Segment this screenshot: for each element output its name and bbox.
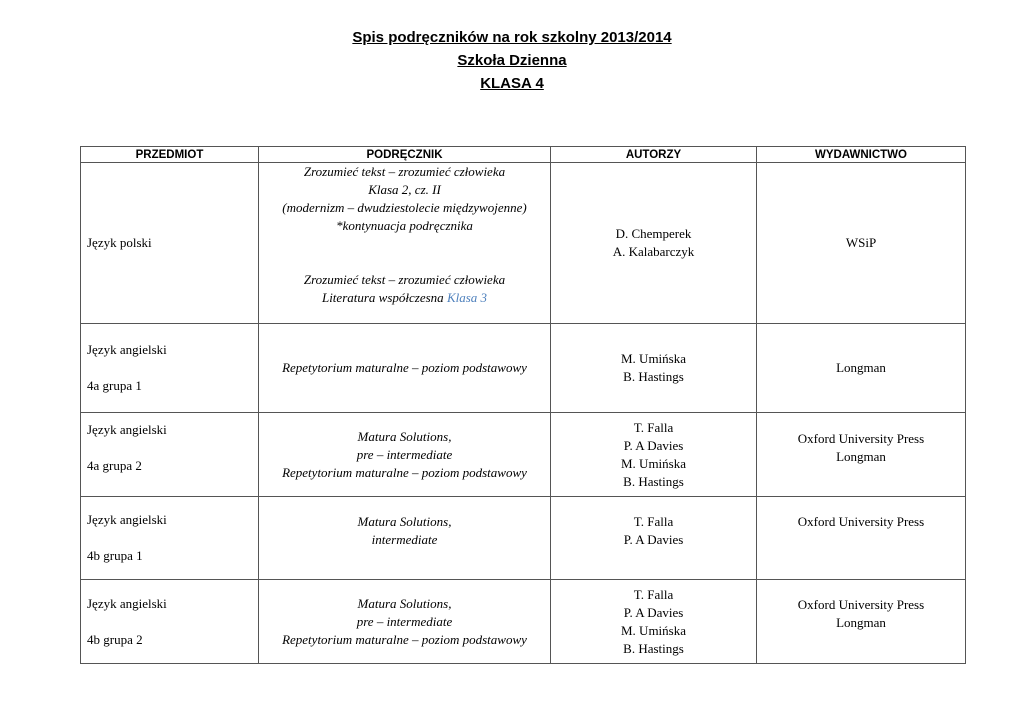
- subject-text: Język angielski: [87, 422, 167, 437]
- publisher-cell: [757, 580, 966, 664]
- textbook-line: *kontynuacja podręcznika: [336, 218, 473, 233]
- authors-cell: [551, 324, 757, 413]
- spacer: [87, 359, 252, 377]
- subject-text: Język angielski: [87, 595, 167, 611]
- author-name: M. Umińska: [621, 622, 686, 638]
- subject-cell: [81, 580, 259, 664]
- publisher-name: Oxford University Press: [797, 597, 925, 612]
- authors-cell: [551, 497, 757, 580]
- publisher-name: WSiP: [845, 235, 877, 250]
- table-row: [81, 497, 966, 580]
- subject-text: Język angielski: [87, 512, 167, 527]
- author-name: P. A Davies: [623, 604, 684, 620]
- textbook-line-text: Literatura współczesna: [321, 290, 447, 305]
- subject-text: Język polski: [87, 235, 152, 250]
- textbook-line: Zrozumieć tekst – zrozumieć człowieka: [303, 164, 506, 179]
- textbook-line: [265, 289, 544, 307]
- column-header-textbook: PODRĘCZNIK: [259, 147, 551, 163]
- author-name: A. Kalabarczyk: [612, 244, 695, 259]
- column-header-publisher: WYDAWNICTWO: [757, 147, 966, 163]
- spacer: [265, 235, 544, 271]
- subject-text: Język angielski: [87, 342, 167, 357]
- author-name: B. Hastings: [623, 640, 684, 656]
- textbook-line: (modernizm – dwudziestolecie międzywojenne): [282, 200, 527, 215]
- group-text: 4b grupa 2: [87, 631, 143, 647]
- textbook-line: Matura Solutions,: [357, 514, 452, 529]
- publisher-cell: [757, 163, 966, 324]
- publisher-name: Longman: [836, 360, 886, 375]
- author-name: T. Falla: [633, 514, 674, 529]
- publisher-name: Longman: [836, 449, 886, 464]
- table-row: [81, 413, 966, 497]
- document-title: Spis podręczników na rok szkolny 2013/2014: [352, 29, 672, 46]
- author-name: T. Falla: [633, 586, 674, 602]
- publisher-cell: [757, 413, 966, 497]
- textbook-line: Repetytorium maturalne – poziom podstawowy: [282, 631, 527, 647]
- author-name: B. Hastings: [623, 369, 684, 384]
- publisher-name: Oxford University Press: [797, 431, 925, 446]
- textbook-line: Klasa 2, cz. II: [368, 182, 441, 197]
- document-header: [0, 26, 1024, 95]
- column-header-subject: PRZEDMIOT: [81, 147, 259, 163]
- textbook-line: Zrozumieć tekst – zrozumieć człowieka: [303, 272, 506, 287]
- authors-cell: [551, 413, 757, 497]
- spacer: [87, 613, 252, 631]
- publisher-name: Oxford University Press: [797, 514, 925, 529]
- authors-cell: [551, 163, 757, 324]
- textbook-line: pre – intermediate: [356, 613, 453, 629]
- textbook-cell: [259, 163, 551, 324]
- textbook-cell: [259, 580, 551, 664]
- table-row: [81, 163, 966, 324]
- publisher-cell: [757, 324, 966, 413]
- table-row: [81, 580, 966, 664]
- textbook-line: Matura Solutions,: [357, 428, 452, 444]
- author-name: M. Umińska: [621, 455, 686, 471]
- textbook-cell: [259, 324, 551, 413]
- author-name: M. Umińska: [621, 351, 686, 366]
- textbook-cell: [259, 497, 551, 580]
- author-name: P. A Davies: [623, 532, 684, 547]
- textbook-line: Matura Solutions,: [357, 595, 452, 611]
- table-row: [81, 324, 966, 413]
- spacer: [87, 439, 252, 457]
- textbook-highlight: Klasa 3: [446, 290, 488, 305]
- subject-cell: [81, 324, 259, 413]
- group-text: 4a grupa 2: [87, 458, 142, 473]
- subject-cell: [81, 497, 259, 580]
- textbook-line: Repetytorium maturalne – poziom podstawowy: [282, 464, 527, 480]
- group-text: 4a grupa 1: [87, 378, 142, 393]
- group-text: 4b grupa 1: [87, 548, 143, 563]
- spacer: [87, 529, 252, 547]
- table-header-row: [81, 147, 966, 163]
- subject-cell: [81, 163, 259, 324]
- subject-cell: [81, 413, 259, 497]
- column-header-authors: AUTORZY: [551, 147, 757, 163]
- authors-cell: [551, 580, 757, 664]
- publisher-name: Longman: [836, 615, 886, 630]
- textbook-cell: [259, 413, 551, 497]
- textbook-line: Repetytorium maturalne – poziom podstawowy: [282, 360, 527, 375]
- school-name: Szkoła Dzienna: [457, 52, 567, 69]
- author-name: T. Falla: [633, 419, 674, 435]
- author-name: P. A Davies: [623, 437, 684, 453]
- author-name: D. Chemperek: [615, 226, 692, 241]
- author-name: B. Hastings: [623, 473, 684, 489]
- textbook-line: intermediate: [371, 532, 438, 547]
- class-name: KLASA 4: [480, 75, 544, 92]
- textbook-table: [80, 146, 966, 664]
- textbook-line: pre – intermediate: [356, 446, 453, 462]
- publisher-cell: [757, 497, 966, 580]
